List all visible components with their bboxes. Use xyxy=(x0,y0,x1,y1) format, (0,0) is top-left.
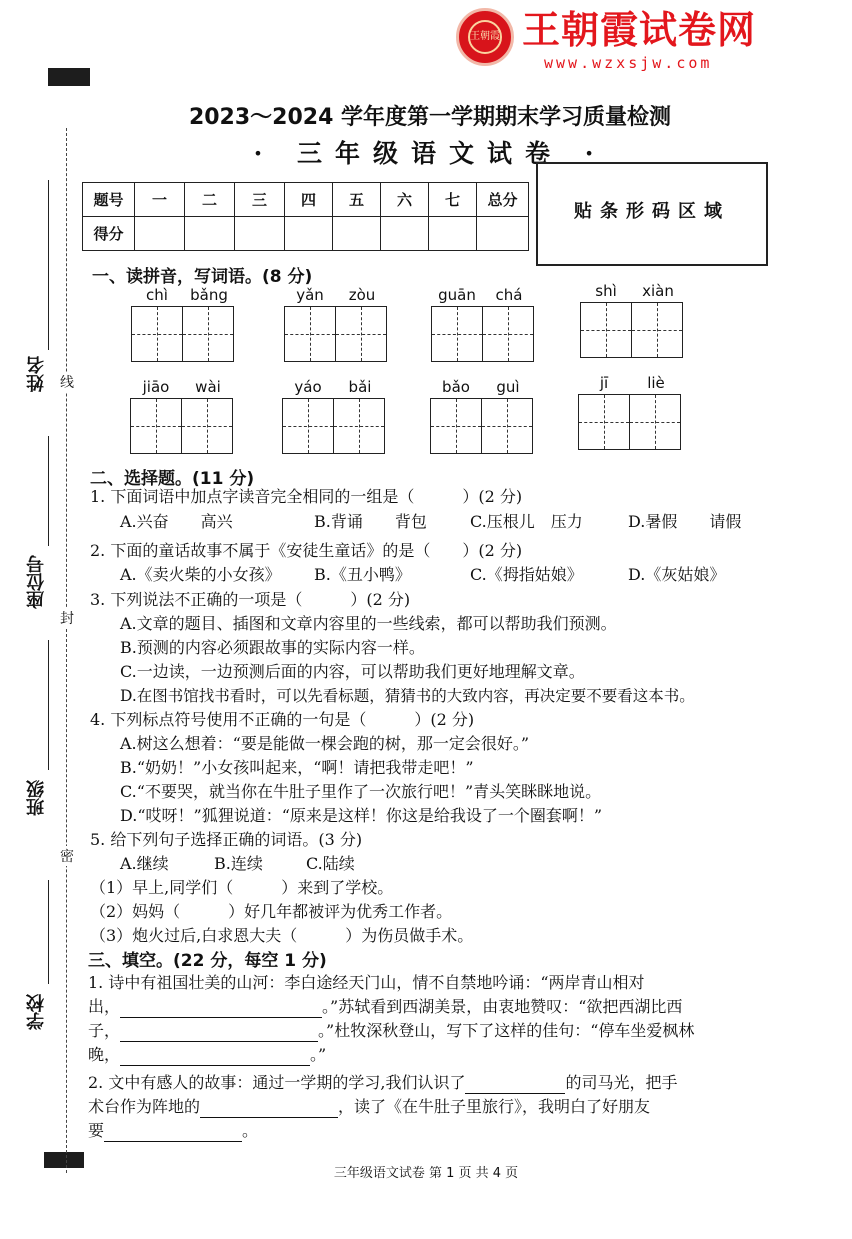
writing-box[interactable] xyxy=(284,306,336,362)
pinyin-item xyxy=(131,286,241,362)
pinyin: bǎi xyxy=(348,378,372,396)
line-text: 2. 文中有感人的故事：通过一学期的学习,我们认识了 xyxy=(88,1073,466,1092)
writing-box[interactable] xyxy=(336,306,387,362)
name-label: 姓名 xyxy=(26,356,47,392)
option-b[interactable]: B.预测的内容必须跟故事的实际内容一样。 xyxy=(120,638,425,657)
score-cell: 六 xyxy=(381,183,429,217)
score-cell: 三 xyxy=(235,183,285,217)
writing-box[interactable] xyxy=(130,398,182,454)
pinyin-item xyxy=(282,378,392,454)
option-c[interactable]: C.一边读，一边预测后面的内容，可以帮助我们更好地理解文章。 xyxy=(120,662,585,681)
line-text: 晚， xyxy=(88,1045,121,1064)
pinyin-item xyxy=(130,378,240,454)
score-table-score-row xyxy=(83,217,529,251)
seat-number-field-line[interactable] xyxy=(48,436,49,546)
binding-dashed-line xyxy=(66,128,67,1173)
score-table-header-row xyxy=(83,183,529,217)
pinyin-item xyxy=(580,282,690,358)
question-stem: 4. 下列标点符号使用不正确的一句是（ ）(2 分) xyxy=(90,710,475,729)
pinyin: yǎn xyxy=(296,286,324,304)
pinyin-item xyxy=(578,374,688,450)
option-b[interactable]: B.背诵 背包 xyxy=(314,512,427,531)
class-label: 班级 xyxy=(26,780,47,816)
seat-number-label: 座位号 xyxy=(26,555,47,609)
school-label: 学校 xyxy=(26,994,47,1030)
brand-name: 王朝霞试卷网 xyxy=(522,8,757,52)
score-input-cell[interactable] xyxy=(381,217,429,251)
section-2-heading: 二、选择题。(11 分) xyxy=(90,469,255,489)
writing-box[interactable] xyxy=(334,398,385,454)
writing-box[interactable] xyxy=(482,398,533,454)
pinyin: chá xyxy=(495,286,523,304)
registration-mark-top xyxy=(48,68,90,86)
answer-blank[interactable] xyxy=(104,1124,242,1142)
class-field-line[interactable] xyxy=(48,640,49,770)
fill-question-line xyxy=(88,1044,326,1066)
fill-question-line xyxy=(88,1120,258,1142)
pinyin: jiāo xyxy=(142,378,170,396)
fill-question-line xyxy=(88,1072,677,1094)
option-c[interactable]: C.“不要哭，就当你在牛肚子里作了一次旅行吧！”青头笑眯眯地说。 xyxy=(120,782,602,801)
question-stem: 2. 下面的童话故事不属于《安徒生童话》的是（ ）(2 分) xyxy=(90,541,523,560)
answer-blank[interactable] xyxy=(120,1048,310,1066)
line-text: 要 xyxy=(88,1121,105,1140)
writing-box[interactable] xyxy=(431,306,483,362)
line-text: 。 xyxy=(242,1121,259,1140)
fill-question-line xyxy=(88,1020,694,1042)
binding-mark-feng: 封 xyxy=(59,608,75,628)
option-a[interactable]: A.《卖火柴的小女孩》 xyxy=(120,565,281,584)
pinyin: zòu xyxy=(348,286,376,304)
writing-box[interactable] xyxy=(131,306,183,362)
writing-box[interactable] xyxy=(483,306,534,362)
score-row-label: 得分 xyxy=(83,217,135,251)
score-cell: 总分 xyxy=(477,183,529,217)
score-table xyxy=(82,182,529,251)
pinyin: guān xyxy=(438,286,476,304)
binding-mark-mi: 密 xyxy=(59,846,75,866)
score-input-cell[interactable] xyxy=(135,217,185,251)
pinyin: bǎo xyxy=(442,378,470,396)
school-field-line[interactable] xyxy=(48,880,49,984)
question-stem: 3. 下列说法不正确的一项是（ ）(2 分) xyxy=(90,590,411,609)
section-1-heading: 一、读拼音，写词语。(8 分) xyxy=(92,267,313,287)
score-input-cell[interactable] xyxy=(185,217,235,251)
writing-box[interactable] xyxy=(430,398,482,454)
option-a[interactable]: A.树这么想着：“要是能做一棵会跑的树，那一定会很好。” xyxy=(120,734,530,753)
pinyin: wài xyxy=(195,378,221,396)
line-text: 。”苏轼看到西湖美景，由衷地赞叹：“欲把西湖比西 xyxy=(322,997,683,1016)
pinyin: shì xyxy=(595,282,617,300)
option-d[interactable]: D.《灰姑娘》 xyxy=(628,565,726,584)
fill-question-line xyxy=(88,1096,650,1118)
line-text: 术台作为阵地的 xyxy=(88,1097,201,1116)
pinyin: yáo xyxy=(294,378,322,396)
pinyin: xiàn xyxy=(642,282,674,300)
section-3-heading: 三、填空。(22 分，每空 1 分) xyxy=(88,951,327,971)
writing-box[interactable] xyxy=(282,398,334,454)
pinyin: guì xyxy=(496,378,520,396)
score-cell: 五 xyxy=(333,183,381,217)
score-cell: 四 xyxy=(285,183,333,217)
word-option-c[interactable]: C.陆续 xyxy=(306,854,355,873)
option-b[interactable]: B.《丑小鸭》 xyxy=(314,565,411,584)
seal-icon xyxy=(456,8,514,66)
score-cell: 二 xyxy=(185,183,235,217)
writing-box[interactable] xyxy=(580,302,632,358)
word-option-b[interactable]: B.连续 xyxy=(214,854,263,873)
question-stem: 5. 给下列句子选择正确的词语。(3 分) xyxy=(90,830,363,849)
score-input-cell[interactable] xyxy=(429,217,477,251)
pinyin: liè xyxy=(647,374,665,392)
score-cell: 七 xyxy=(429,183,477,217)
score-input-cell[interactable] xyxy=(333,217,381,251)
word-option-a[interactable]: A.继续 xyxy=(120,854,169,873)
name-field-line[interactable] xyxy=(48,180,49,350)
answer-blank[interactable] xyxy=(200,1100,338,1118)
line-text: 出， xyxy=(88,997,121,1016)
fill-sentence[interactable]: （1）早上,同学们（ ）来到了学校。 xyxy=(90,878,394,897)
score-input-cell[interactable] xyxy=(235,217,285,251)
option-d[interactable]: D.暑假 请假 xyxy=(628,512,742,531)
score-cell: 题号 xyxy=(83,183,135,217)
pinyin-item xyxy=(284,286,394,362)
option-d[interactable]: D.“哎呀！”狐狸说道：“原来是这样！你这是给我设了一个圈套啊！” xyxy=(120,806,603,825)
barcode-area: 贴条形码区域 xyxy=(536,162,768,266)
option-c[interactable]: C.压根儿 压力 xyxy=(470,512,583,531)
option-a[interactable]: A.文章的题目、插图和文章内容里的一些线索，都可以帮助我们预测。 xyxy=(120,614,617,633)
score-input-cell[interactable] xyxy=(285,217,333,251)
score-cell: 一 xyxy=(135,183,185,217)
option-c[interactable]: C.《拇指姑娘》 xyxy=(470,565,583,584)
page-footer: 三年级语文试卷 第 1 页 共 4 页 xyxy=(333,1166,519,1181)
option-d[interactable]: D.在图书馆找书看时，可以先看标题，猜猜书的大致内容，再决定要不要看这本书。 xyxy=(120,687,695,705)
site-logo xyxy=(456,8,846,74)
fill-sentence[interactable]: （2）妈妈（ ）好几年都被评为优秀工作者。 xyxy=(90,902,453,921)
fill-sentence[interactable]: （3）炮火过后,白求恩大夫（ ）为伤员做手术。 xyxy=(90,926,474,945)
line-text: ，读了《在牛肚子里旅行》，我明白了好朋友 xyxy=(338,1097,651,1116)
line-text: 子， xyxy=(88,1021,121,1040)
answer-blank[interactable] xyxy=(120,1000,322,1018)
seal-text: 王朝霞 xyxy=(468,20,502,54)
fill-question-line: 1. 诗中有祖国壮美的山河：李白途经天门山，情不自禁地吟诵：“两岸青山相对 xyxy=(88,973,645,992)
pinyin-item xyxy=(430,378,540,454)
answer-blank[interactable] xyxy=(120,1024,318,1042)
pinyin: jī xyxy=(599,374,609,392)
question-stem: 1. 下面词语中加点字读音完全相同的一组是（ ）(2 分) xyxy=(90,487,523,506)
binding-mark-xian: 线 xyxy=(59,372,75,392)
line-text: 的司马光，把手 xyxy=(565,1073,678,1092)
exam-title: 2023～2024 学年度第一学期期末学习质量检测 xyxy=(188,105,672,130)
exam-subtitle: · 三年级语文试卷 · xyxy=(253,139,607,168)
writing-box[interactable] xyxy=(183,306,234,362)
answer-blank[interactable] xyxy=(465,1076,565,1094)
pinyin-item xyxy=(431,286,541,362)
option-a[interactable]: A.兴奋 高兴 xyxy=(120,512,233,531)
writing-box[interactable] xyxy=(578,394,630,450)
option-b[interactable]: B.“奶奶！”小女孩叫起来，“啊！请把我带走吧！” xyxy=(120,758,474,777)
pinyin: chì xyxy=(146,286,168,304)
writing-box[interactable] xyxy=(632,302,683,358)
brand-url: www.wzxsjw.com xyxy=(544,54,713,72)
score-input-cell[interactable] xyxy=(477,217,529,251)
line-text: 。”杜牧深秋登山，写下了这样的佳句：“停车坐爱枫林 xyxy=(318,1021,695,1040)
writing-box[interactable] xyxy=(182,398,233,454)
fill-question-line xyxy=(88,996,682,1018)
line-text: 。” xyxy=(310,1045,327,1064)
writing-box[interactable] xyxy=(630,394,681,450)
pinyin: bǎng xyxy=(190,286,228,304)
